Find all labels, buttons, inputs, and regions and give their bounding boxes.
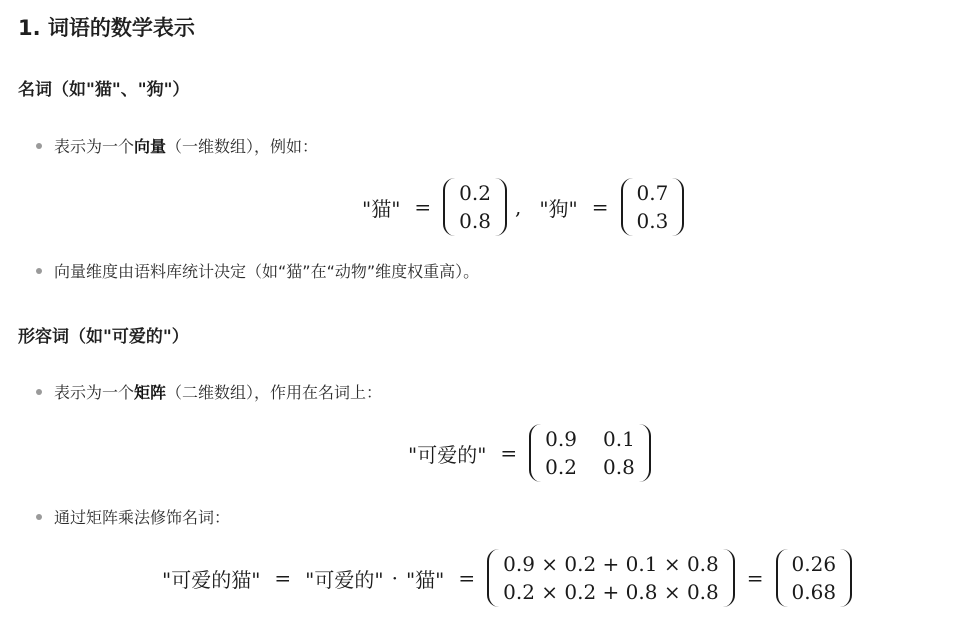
result-vector [776,549,853,607]
equals-sign: = [500,441,518,465]
cat-vector-0: 0.2 [459,181,491,205]
right-paren [495,178,507,236]
noun-equation [358,178,686,236]
matrix-cell-1-0: 0.2 [545,455,577,479]
right-paren [840,549,852,607]
right-paren [639,424,651,482]
adjective-label: "可爱的" [408,442,487,467]
left-paren [443,178,455,236]
bold-term-vector: 向量 [134,137,167,156]
expanded-row-0: 0.9 × 0.2 + 0.1 × 0.8 [503,552,719,576]
right-paren [672,178,684,236]
equals-sign: = [746,566,764,590]
bold-term-matrix: 矩阵 [134,383,167,402]
cat-label: "猫" [362,196,401,221]
bullet-dot [36,514,42,520]
composition-equation [158,549,854,607]
composition-term-adjective: "可爱的" [305,567,384,592]
equals-sign: = [414,195,432,219]
dot-operator: · [391,566,398,590]
noun-bullet-2: 向量维度由语料库统计决定（如“猫”在“动物”维度权重高）。 [36,259,479,282]
bullet-dot [36,389,42,395]
cat-vector-1: 0.8 [459,209,491,233]
noun-heading: 名词（如"猫"、"狗"） [18,80,190,100]
adjective-heading: 形容词（如"可爱的"） [18,327,189,347]
left-paren [621,178,633,236]
left-paren [529,424,541,482]
left-paren [487,549,499,607]
dog-vector [621,178,685,236]
matrix-cell-1-1: 0.8 [602,455,635,479]
cat-vector [443,178,507,236]
left-paren [776,549,788,607]
adjective-equation [404,424,653,482]
matrix-cell-0-1: 0.1 [602,427,635,451]
composition-term-noun: "猫" [405,567,445,592]
equals-sign: = [274,566,292,590]
dog-label: "狗" [539,196,578,221]
composition-lhs: "可爱的猫" [162,567,261,592]
result-row-0: 0.26 [791,552,837,576]
adjective-bullet-2: 通过矩阵乘法修饰名词： [36,505,230,528]
right-paren [723,549,735,607]
expanded-vector [487,549,735,607]
adjective-matrix [529,424,651,482]
equals-sign: = [458,566,476,590]
section-title: 1. 词语的数学表示 [18,16,195,40]
bullet-dot [36,268,42,274]
result-row-1: 0.68 [791,580,837,604]
equals-sign: = [591,195,609,219]
matrix-cell-0-0: 0.9 [545,427,577,451]
dog-vector-0: 0.7 [636,181,669,205]
comma: , [514,195,522,219]
noun-bullet-1: 表示为一个向量（一维数组），例如： [36,134,318,157]
expanded-row-1: 0.2 × 0.2 + 0.8 × 0.8 [503,580,719,604]
adjective-bullet-1: 表示为一个矩阵（二维数组），作用在名词上： [36,380,382,403]
bullet-dot [36,143,42,149]
dog-vector-1: 0.3 [636,209,669,233]
